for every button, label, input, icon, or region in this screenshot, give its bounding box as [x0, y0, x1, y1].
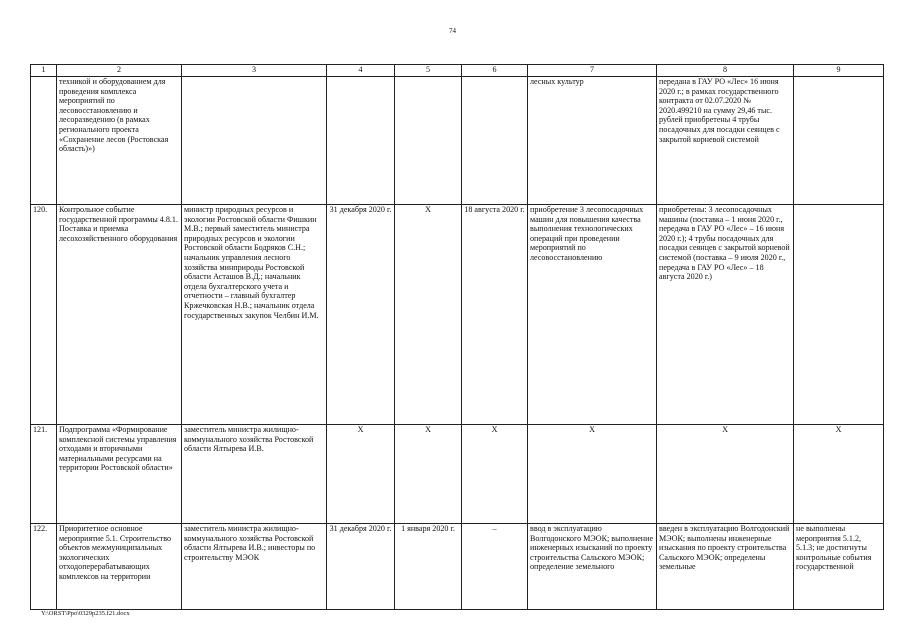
file-path-footer: Y:\ORST\Ppo\0329p235.f21.docx — [41, 610, 130, 617]
column-number: 1 — [31, 65, 57, 77]
row-number: 121. — [31, 425, 57, 524]
event-name: Контрольное событие государственной программы 4.8.1. Поставка и приемка лесохозяйственного оборудования — [57, 205, 182, 425]
table-row — [31, 77, 884, 205]
actual-result: Х — [657, 425, 794, 524]
actual-result: приобретены: 3 лесопосадочных машины (поставка – 1 июня 2020 г., передача в ГАУ РО «Лес» – 16 июня 2020 г.); 4 трубы посадочных для посадки сеянцев с закрытой корневой системой (поставка – 9 июля 2020 г., передача в ГАУ РО «Лес» – 18 августа 2020 г.) — [657, 205, 794, 425]
row-number — [31, 77, 57, 205]
actual-result: введен в эксплуатацию Волгодонский МЭОК; выполнены инженерные изыскания по проекту строительства Сальского МЭОК; определены земельные — [657, 524, 794, 610]
page-number: 74 — [449, 27, 456, 35]
planned-result: приобретение 3 лесопосадочных машин для повышения качества выполнения технологических операций при проведении мероприятий по лесовосстановлению — [528, 205, 657, 425]
table-row — [31, 425, 884, 524]
column-number: 8 — [657, 65, 794, 77]
actual-result: передана в ГАУ РО «Лес» 16 июня 2020 г.; в рамках государственного контракта от 02.07.2020 № 2020.499210 на сумму 29,46 тыс. рублей приобретены 4 трубы посадочных для посадки сеянцев с закрытой корневой системой — [657, 77, 794, 205]
fact-date: – — [462, 524, 528, 610]
plan-date: 31 декабря 2020 г. — [327, 524, 395, 610]
start-date: Х — [395, 205, 462, 425]
column-number: 2 — [57, 65, 182, 77]
table-row — [31, 205, 884, 425]
responsible: заместитель министра жилищно-коммунального хозяйства Ростовской области Ялтырева И.В.; инвесторы по строительству МЭОК — [182, 524, 327, 610]
start-date: 1 января 2020 г. — [395, 524, 462, 610]
problems: Х — [794, 425, 884, 524]
report-table — [30, 64, 884, 610]
start-date — [395, 77, 462, 205]
fact-date — [462, 77, 528, 205]
responsible: заместитель министра жилищно-коммунального хозяйства Ростовской области Ялтырева И.В. — [182, 425, 327, 524]
column-number: 4 — [327, 65, 395, 77]
column-number: 5 — [395, 65, 462, 77]
row-number: 122. — [31, 524, 57, 610]
planned-result: ввод в эксплуатацию Волгодонского МЭОК; выполнение инженерных изысканий по проекту строительства Сальского МЭОК; определение земельного — [528, 524, 657, 610]
responsible — [182, 77, 327, 205]
plan-date — [327, 77, 395, 205]
event-name: Подпрограмма «Формирование комплексной системы управления отходами и вторичными материальными ресурсами на территории Ростовской области» — [57, 425, 182, 524]
event-name: Приоритетное основное мероприятие 5.1. Строительство объектов межмуниципальных экологических отходоперерабатывающих комплексов на территории — [57, 524, 182, 610]
column-number-row — [31, 65, 884, 77]
problems — [794, 77, 884, 205]
plan-date: 31 декабря 2020 г. — [327, 205, 395, 425]
event-name: техникой и оборудованием для проведения комплекса мероприятий по лесовосстановлению и лесоразведению (в рамках регионального проекта «Сохранение лесов (Ростовская область)») — [57, 77, 182, 205]
fact-date: Х — [462, 425, 528, 524]
table-row — [31, 524, 884, 610]
planned-result: лесных культур — [528, 77, 657, 205]
planned-result: Х — [528, 425, 657, 524]
row-number: 120. — [31, 205, 57, 425]
column-number: 9 — [794, 65, 884, 77]
column-number: 3 — [182, 65, 327, 77]
problems: не выполнены мероприятия 5.1.2, 5.1.3; не достигнуты контрольные события государственной — [794, 524, 884, 610]
start-date: Х — [395, 425, 462, 524]
column-number: 6 — [462, 65, 528, 77]
problems — [794, 205, 884, 425]
plan-date: Х — [327, 425, 395, 524]
responsible: министр природных ресурсов и экологии Ростовской области Фишкин М.В.; первый заместитель министра природных ресурсов и экологии Ростовской области Бодряков С.Н.; начальник управления лесного хозяйства минприроды Ростовской области Асташов В.Д.; начальник отдела бухгалтерского учета и отчетности – главный бухгалтер Кржечковская Н.В.; начальник отдела государственных закупок Челбин И.М. — [182, 205, 327, 425]
fact-date: 18 августа 2020 г. — [462, 205, 528, 425]
column-number: 7 — [528, 65, 657, 77]
